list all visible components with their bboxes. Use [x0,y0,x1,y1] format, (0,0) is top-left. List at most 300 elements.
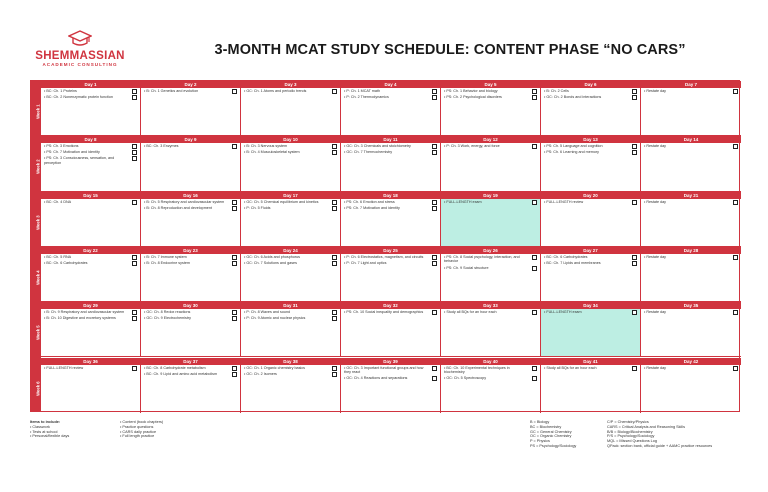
task-item [144,89,238,94]
task-checkbox[interactable] [733,200,738,205]
task-text: • OC: Ch. 1 Organic chemistry basics [244,365,305,370]
task-text: • Study all BQs for an hour each [444,310,497,315]
task-item [344,95,438,100]
week-label-text: Week 5 [35,325,41,341]
task-checkbox[interactable] [632,310,637,315]
task-checkbox[interactable] [432,376,437,381]
task-checkbox[interactable] [232,255,237,260]
task-list [241,309,340,321]
task-checkbox[interactable] [532,200,537,205]
day-header: Day 8 [41,136,140,143]
task-checkbox[interactable] [733,144,738,149]
task-item [344,255,438,260]
task-list [41,199,140,205]
task-list [41,143,140,165]
week-label [31,192,41,247]
task-list [541,309,640,315]
day-header: Day 3 [241,81,340,88]
week-label [31,81,41,136]
legend-abbr-item: C/P = Chemistry/Physics [607,420,649,424]
task-checkbox[interactable] [132,156,137,161]
day-header: Day 19 [441,192,540,199]
task-checkbox[interactable] [132,255,137,260]
task-item [444,255,538,264]
task-item [144,144,238,149]
task-item [544,310,638,315]
task-list [141,143,240,149]
day-header: Day 32 [341,302,440,309]
day-cell [141,192,241,247]
day-header: Day 38 [241,358,340,365]
day-cell [541,81,641,136]
day-header: Day 11 [341,136,440,143]
task-checkbox[interactable] [632,366,637,371]
day-header: Day 14 [641,136,741,143]
task-text: • OC: Ch. 4 Reactions and separations [344,376,408,381]
task-text: • B: Ch. 2 Cells [544,89,569,93]
task-text: • GC: Ch. 3 Chemicals and stoichiometry [344,144,411,149]
day-header: Day 20 [541,192,640,199]
day-header: Day 16 [141,192,240,199]
day-cell [141,136,241,191]
day-cell [541,358,641,413]
task-checkbox[interactable] [432,206,437,211]
task-checkbox[interactable] [632,89,637,94]
task-checkbox[interactable] [532,310,537,315]
day-header: Day 12 [441,136,540,143]
task-list [441,143,540,149]
task-checkbox[interactable] [132,310,137,315]
day-cell [441,136,541,191]
day-header: Day 2 [141,81,240,88]
week-label-text: Week 4 [35,270,41,285]
day-cell [541,192,641,247]
day-header: Day 7 [641,81,741,88]
task-text: • P: Ch. 9 Atomic and nuclear physics [244,316,306,321]
task-checkbox[interactable] [332,255,337,260]
day-header: Day 42 [641,358,741,365]
task-text: • Restate day [644,365,666,370]
task-checkbox[interactable] [532,376,537,381]
legend-abbr-item: MQL = Missed Questions Log [607,439,657,444]
day-cell [641,358,741,413]
task-list [341,199,440,211]
task-checkbox[interactable] [532,95,537,100]
task-checkbox[interactable] [432,95,437,100]
task-text: • Restate day [644,254,666,259]
day-cell [41,136,141,191]
task-text: • PS: Ch. 8 Social psychology, interaction, and behavior [444,254,520,264]
day-cell [141,358,241,413]
week-label [31,247,41,302]
task-list [541,199,640,205]
day-header: Day 9 [141,136,240,143]
task-checkbox[interactable] [532,266,537,271]
day-cell [241,302,341,357]
task-checkbox[interactable] [432,261,437,266]
task-text: • BC: Ch. 4 DNA [44,199,72,204]
day-header: Day 17 [241,192,340,199]
task-item [644,89,739,94]
task-checkbox[interactable] [232,200,237,205]
task-list [341,309,440,315]
week-label-text: Week 3 [35,215,41,230]
task-item [44,255,138,260]
task-text: • P: Ch. 1 MCAT math [344,89,380,93]
task-item [244,366,338,371]
task-item [44,316,138,321]
legend-abbr-item: GC = General Chemistry [530,429,572,434]
task-text: • B: Ch. 3 Nervous system [244,144,288,149]
day-header: Day 1 [41,81,140,88]
legend-include-item: • Tests at school [30,429,58,434]
task-item [344,150,438,155]
task-checkbox[interactable] [332,206,337,211]
task-list [441,199,540,205]
task-text: • B: Ch. 7 Immune system [144,254,187,259]
task-list [41,309,140,321]
task-item [544,255,638,260]
legend-abbr-item: BC = Biochemistry [530,424,562,429]
day-header: Day 22 [41,247,140,254]
task-item [344,261,438,266]
task-checkbox[interactable] [332,200,337,205]
task-item [44,95,138,100]
task-checkbox[interactable] [532,366,537,371]
task-text: • FULL-LENGTH exam [544,310,582,315]
day-cell [241,358,341,413]
task-checkbox[interactable] [132,144,137,149]
task-list [41,88,140,100]
task-checkbox[interactable] [632,95,637,100]
task-checkbox[interactable] [532,144,537,149]
task-text: • B: Ch. 9 Respiratory and cardiovascular system [44,310,125,315]
task-text: • OC: Ch. 3 Important functional groups and how they react [344,365,424,375]
day-cell [441,247,541,302]
task-checkbox[interactable] [432,150,437,155]
day-header: Day 25 [341,247,440,254]
task-text: • PS: Ch. 2 Psychological disorders [444,95,502,100]
legend-include-item: • Personal/flexible days [30,434,70,439]
task-item [44,150,138,155]
legend-type-item: • Practice questions [120,424,154,429]
task-checkbox[interactable] [232,144,237,149]
day-cell [341,136,441,191]
task-checkbox[interactable] [132,95,137,100]
task-checkbox[interactable] [332,316,337,321]
task-text: • GC: Ch. 8 Redox reactions [144,310,191,315]
legend-type-item: • Full length practice [120,434,155,439]
task-text: • Study all BQs for an hour each [544,365,597,370]
task-checkbox[interactable] [632,144,637,149]
task-text: • PS: Ch. 9 Social structure [444,265,489,270]
day-cell [641,192,741,247]
legend-abbr-item: B/B = Biology/Biochemistry [607,429,653,434]
day-header: Day 41 [541,358,640,365]
task-item [444,310,538,315]
task-text: • PS: Ch. 6 Emotion and stress [344,199,395,204]
task-checkbox[interactable] [432,310,437,315]
legend-abbreviations-b [607,420,750,449]
task-item [544,261,638,266]
task-checkbox[interactable] [132,261,137,266]
day-cell [641,81,741,136]
task-text: • FULL-LENGTH exam [444,199,482,204]
task-text: • B: Ch. 10 Digestive and excretory systems [44,316,116,321]
day-cell [341,81,441,136]
task-item [244,261,338,266]
task-item [44,89,138,94]
task-item [244,316,338,321]
week-label-text: Week 6 [35,380,41,396]
task-list [341,254,440,266]
task-item [644,366,739,371]
task-checkbox[interactable] [432,144,437,149]
task-item [144,206,238,211]
day-cell [41,302,141,357]
day-header: Day 37 [141,358,240,365]
task-text: • PS: Ch. 3 Consciousness, sensation, and perception [44,156,115,166]
task-text: • Restate day [644,89,666,93]
task-item [644,255,739,260]
day-header: Day 31 [241,302,340,309]
task-item [544,144,638,149]
day-header: Day 18 [341,192,440,199]
task-item [44,366,138,371]
task-checkbox[interactable] [232,261,237,266]
task-checkbox[interactable] [632,150,637,155]
task-checkbox[interactable] [332,310,337,315]
task-text: • P: Ch. 6 Electrostatics, magnetism, and circuits [344,254,424,259]
day-cell [541,302,641,357]
day-header: Day 29 [41,302,140,309]
task-checkbox[interactable] [232,310,237,315]
brand-name: SHEMMASSIAN [35,50,125,62]
task-item [444,366,538,375]
task-item [44,144,138,149]
task-checkbox[interactable] [733,366,738,371]
task-text: • OC: Ch. 5 Spectroscopy [444,376,487,381]
task-checkbox[interactable] [232,316,237,321]
task-item [544,366,638,371]
task-item [244,89,338,94]
task-text: • PS: Ch. 10 Social inequality and demographics [344,310,424,315]
task-checkbox[interactable] [733,255,738,260]
task-item [244,150,338,155]
day-cell [641,136,741,191]
task-checkbox[interactable] [132,150,137,155]
task-list [541,254,640,266]
day-header: Day 30 [141,302,240,309]
task-text: • OC: Ch. 2 Isomers [244,371,277,376]
task-text: • FULL-LENGTH review [44,365,84,370]
week-label-text: Week 2 [35,159,41,175]
task-list [641,143,741,149]
task-text: • PS: Ch. 7 Motivation and identity [344,205,400,210]
task-checkbox[interactable] [332,366,337,371]
task-checkbox[interactable] [332,89,337,94]
task-checkbox[interactable] [332,144,337,149]
day-header: Day 13 [541,136,640,143]
task-item [244,255,338,260]
day-header: Day 40 [441,358,540,365]
task-item [244,372,338,377]
day-cell [241,81,341,136]
task-list [41,254,140,266]
day-header: Day 24 [241,247,340,254]
task-list [141,365,240,377]
task-text: • P: Ch. 2 Thermodynamics [344,95,389,100]
task-item [344,144,438,149]
task-text: • P: Ch. 5 Fluids [244,205,271,210]
task-list [341,88,440,100]
day-header: Day 27 [541,247,640,254]
task-list [541,143,640,155]
task-item [344,89,438,94]
task-item [244,310,338,315]
task-list [441,365,540,381]
brand-logo [30,30,130,68]
task-item [444,144,538,149]
day-header: Day 39 [341,358,440,365]
task-text: • GC: Ch. 7 Thermochemistry [344,150,393,155]
task-item [44,261,138,266]
day-cell [241,247,341,302]
day-cell [541,136,641,191]
task-checkbox[interactable] [132,366,137,371]
week-label-text: Week 1 [35,104,41,119]
task-list [241,365,340,377]
page-title: 3-MONTH MCAT STUDY SCHEDULE: CONTENT PHASE “NO CARS” [214,42,686,58]
task-checkbox[interactable] [332,150,337,155]
task-list [641,199,741,205]
legend-include-item: • Classwork [30,424,50,429]
task-checkbox[interactable] [632,200,637,205]
day-cell [641,302,741,357]
legend-abbr-item: PS = Psychology/Sociology [530,443,577,448]
day-header: Day 10 [241,136,340,143]
task-list [341,143,440,155]
task-checkbox[interactable] [132,200,137,205]
task-checkbox[interactable] [432,89,437,94]
task-item [344,310,438,315]
day-cell [341,358,441,413]
task-checkbox[interactable] [132,316,137,321]
task-list [241,254,340,266]
task-item [144,310,238,315]
day-cell [41,247,141,302]
task-text: • P: Ch. 7 Light and optics [344,260,387,265]
task-checkbox[interactable] [733,89,738,94]
task-checkbox[interactable] [132,89,137,94]
task-text: • BC: Ch. 10 Experimental techniques in biochemistry [444,365,510,375]
task-list [641,309,741,315]
task-item [544,95,638,100]
task-text: • BC: Ch. 2 Nonenzymatic protein function [44,95,113,100]
task-text: • BC: Ch. 9 Lipid and amino acid metabolism [144,371,218,376]
task-list [141,88,240,94]
task-text: • GC: Ch. 7 Solutions and gases [244,260,297,265]
task-checkbox[interactable] [532,255,537,260]
task-text: • GC: Ch. 2 Bonds and interactions [544,95,602,100]
task-checkbox[interactable] [432,200,437,205]
day-cell [41,358,141,413]
task-item [444,200,538,205]
task-checkbox[interactable] [632,255,637,260]
task-text: • Restate day [644,144,666,149]
day-cell [341,302,441,357]
task-text: • B: Ch. 4 Musculoskeletal system [244,150,300,155]
day-cell [141,302,241,357]
task-item [444,95,538,100]
task-text: • B: Ch. 8 Endocrine system [144,260,190,265]
task-checkbox[interactable] [232,206,237,211]
day-header: Day 4 [341,81,440,88]
task-text: • BC: Ch. 3 Enzymes [144,144,179,149]
day-header: Day 34 [541,302,640,309]
legend-type-item: • Content (book chapters) [120,420,164,424]
legend-abbreviations-a [530,420,610,449]
task-checkbox[interactable] [332,261,337,266]
task-item [344,206,438,211]
task-text: • B: Ch. 5 Respiratory and cardiovascular system [144,199,225,204]
legend-abbr-item: OC = Organic Chemistry [530,434,572,439]
task-text: • P: Ch. 8 Waves and sound [244,310,291,315]
task-item [44,156,138,165]
task-text: • B: Ch. 8 Reproduction and development [144,205,212,210]
task-item [244,144,338,149]
task-item [444,89,538,94]
day-cell [341,192,441,247]
task-checkbox[interactable] [232,89,237,94]
task-checkbox[interactable] [232,366,237,371]
task-item [544,89,638,94]
task-item [44,310,138,315]
task-list [541,88,640,100]
task-list [41,365,140,371]
task-list [241,143,340,155]
task-checkbox[interactable] [432,366,437,371]
task-item [644,200,739,205]
task-item [444,266,538,271]
task-item [144,261,238,266]
task-text: • Restate day [644,310,666,315]
day-cell [141,81,241,136]
task-text: • PS: Ch. 7 Motivation and identity [44,150,100,155]
task-list [641,254,741,260]
task-checkbox[interactable] [632,261,637,266]
day-cell [441,302,541,357]
task-list [341,365,440,381]
day-header: Day 36 [41,358,140,365]
task-list [441,254,540,270]
day-header: Day 28 [641,247,741,254]
task-item [644,144,739,149]
task-checkbox[interactable] [432,255,437,260]
task-checkbox[interactable] [532,89,537,94]
task-checkbox[interactable] [733,310,738,315]
page-header [0,0,768,78]
day-cell [541,247,641,302]
day-cell [441,192,541,247]
task-item [344,366,438,375]
task-checkbox[interactable] [332,372,337,377]
task-checkbox[interactable] [232,372,237,377]
task-text: • GC: Ch. 6 Acids and phosphorus [244,254,301,259]
legend-footer [30,420,750,480]
day-header: Day 21 [641,192,741,199]
task-text: • BC: Ch. 5 RNA [44,254,72,259]
